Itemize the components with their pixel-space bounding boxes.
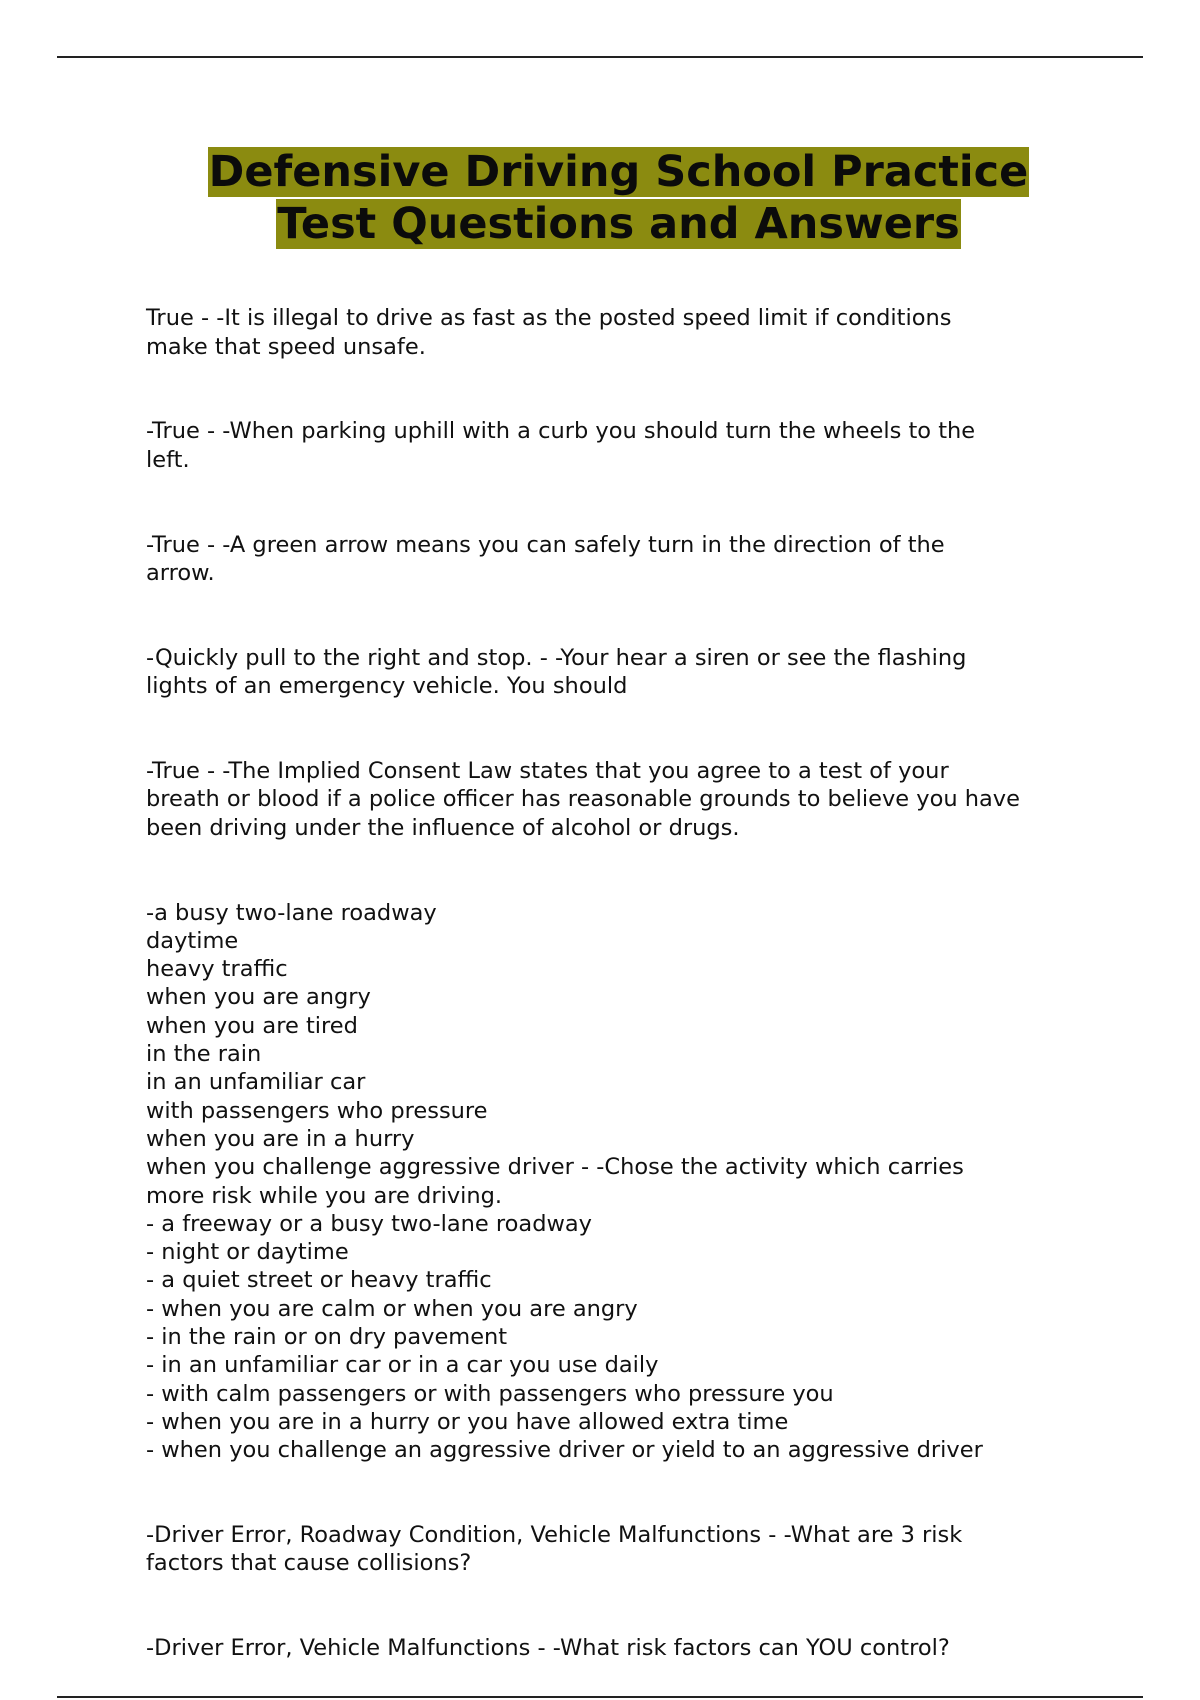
- qa-paragraph-4: -Quickly pull to the right and stop. - -Your hear a siren or see the flashing lights of an emergency vehicle. You should: [146, 644, 967, 700]
- qa-paragraph-7: -Driver Error, Roadway Condition, Vehicle Malfunctions - -What are 3 risk factors that cause collisions?: [146, 1522, 963, 1577]
- qa-content: [146, 276, 1106, 1691]
- footer-rule: [57, 1696, 1143, 1698]
- qa-paragraph-8: -Driver Error, Vehicle Malfunctions - -What risk factors can YOU control?: [146, 1635, 950, 1662]
- qa-paragraph-5: -True - -The Implied Consent Law states that you agree to a test of your breath or blood if a police officer has reasonable grounds to believe you have been driving under the influence of alcohol or drugs.: [146, 758, 1020, 841]
- qa-paragraph-1: True - -It is illegal to drive as fast as the posted speed limit if conditions make that speed unsafe.: [146, 305, 952, 360]
- header-rule: [57, 56, 1143, 58]
- title-line-1: Defensive Driving School Practice: [208, 147, 1029, 197]
- document-title: [0, 146, 1200, 250]
- qa-paragraph-3: -True - -A green arrow means you can safely turn in the direction of the arrow.: [146, 531, 945, 586]
- title-line-2: Test Questions and Answers: [277, 199, 960, 249]
- qa-paragraph-6: -a busy two-lane roadway daytime heavy traffic when you are angry when you are tired in the rain in an unfamiliar car with passengers who pressure when you are in a hurry when you challenge aggressive driver - -Chose the activity which carries more risk while you are driving. - a freeway or a busy two-lane roadway - night or daytime - a quiet street or heavy traffic - when you are calm or when you are angry - in the rain or on dry pavement - in an unfamiliar car or in a car you use daily - with calm passengers or with passengers who pressure you - when you are in a hurry or you have allowed extra time - when you challenge an aggressive driver or yield to an aggressive driver: [146, 899, 983, 1464]
- qa-paragraph-2: -True - -When parking uphill with a curb you should turn the wheels to the left.: [146, 418, 976, 473]
